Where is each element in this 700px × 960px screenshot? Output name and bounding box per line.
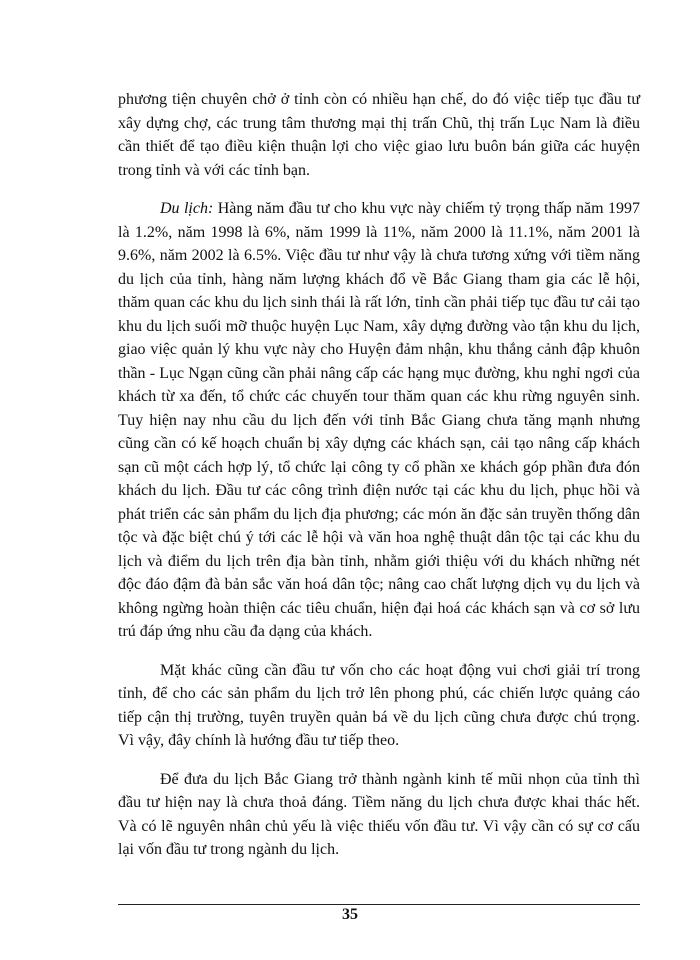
paragraph-2 — [118, 197, 640, 644]
document-body — [118, 88, 640, 877]
paragraph-2-text: Hàng năm đầu tư cho khu vực này chiếm tỷ trọng thấp năm 1997 là 1.2%, năm 1998 là 6%, năm 1999 là 11%, năm 2000 là 11.1%, năm 2001 là 9.6%, năm 2002 là 6.5%. Việc đầu tư như vậy là chưa tương xứng với tiềm năng du lịch của tỉnh, hàng năm lượng khách đổ về Bắc Giang tham gia các lễ hội, thăm quan các khu du lịch sinh thái là rất lớn, tỉnh cần phải tiếp tục đầu tư cải tạo khu du lịch suối mỡ thuộc huyện Lục Nam, xây dựng đường vào tận khu du lịch, giao việc quản lý khu vực này cho Huyện đảm nhận, khu thắng cảnh đập khuôn thần - Lục Ngạn cũng cần phải nâng cấp các hạng mục đường, khu nghỉ ngơi của khách từ xa đến, tổ chức các chuyến tour thăm quan các khu rừng nguyên sinh. Tuy hiện nay nhu cầu du lịch đến với tỉnh Bắc Giang chưa tăng mạnh nhưng cũng cần có kế hoạch chuẩn bị xây dựng các khách sạn, cải tạo nâng cấp khách sạn cũ một cách hợp lý, tổ chức lại công ty cổ phần xe khách góp phần đưa đón khách du lịch. Đầu tư các công trình điện nước tại các khu du lịch, phục hồi và phát triển các sản phẩm du lịch địa phương; các món ăn đặc sản truyền thống dân tộc và đặc biệt chú ý tới các lễ hội và văn hoa nghệ thuật dân tộc tại các khu du lịch và điểm du lịch trên địa bàn tỉnh, nhằm giới thiệu với du khách những nét độc đáo đậm đà bản sắc văn hoá dân tộc; nâng cao chất lượng dịch vụ du lịch và không ngừng hoàn thiện các tiêu chuẩn, hiện đại hoá các khách sạn và cơ sở lưu trú đáp ứng nhu cầu đa dạng của khách. — [118, 200, 640, 640]
paragraph-3-text: Mặt khác cũng cần đầu tư vốn cho các hoạt động vui chơi giải trí trong tỉnh, để cho các sản phẩm du lịch trở lên phong phú, các chiến lược quảng cáo tiếp cận thị trường, tuyên truyền quản bá về du lịch cũng chưa được chú trọng. Vì vậy, đây chính là hướng đầu tư tiếp theo. — [118, 661, 640, 749]
paragraph-1-text: phương tiện chuyên chở ở tỉnh còn có nhiều hạn chế, do đó việc tiếp tục đầu tư xây dựng chợ, các trung tâm thương mại thị trấn Chũ, thị trấn Lục Nam là điều cần thiết để tạo điều kiện thuận lợi cho việc giao lưu buôn bán giữa các huyện trong tỉnh và với các tỉnh bạn. — [118, 91, 640, 179]
paragraph-1 — [118, 88, 640, 182]
page-number: 35 — [342, 906, 358, 923]
footer-divider — [118, 904, 640, 905]
paragraph-2-lead: Du lịch: — [160, 200, 214, 217]
paragraph-3 — [118, 659, 640, 753]
paragraph-4-text: Để đưa du lịch Bắc Giang trở thành ngành kinh tế mũi nhọn của tỉnh thì đầu tư hiện nay là chưa thoả đáng. Tiềm năng du lịch chưa được khai thác hết. Và có lẽ nguyên nhân chủ yếu là việc thiếu vốn đầu tư. Vì vậy cần có sự cơ cấu lại vốn đầu tư trong ngành du lịch. — [118, 770, 640, 858]
paragraph-4 — [118, 768, 640, 862]
